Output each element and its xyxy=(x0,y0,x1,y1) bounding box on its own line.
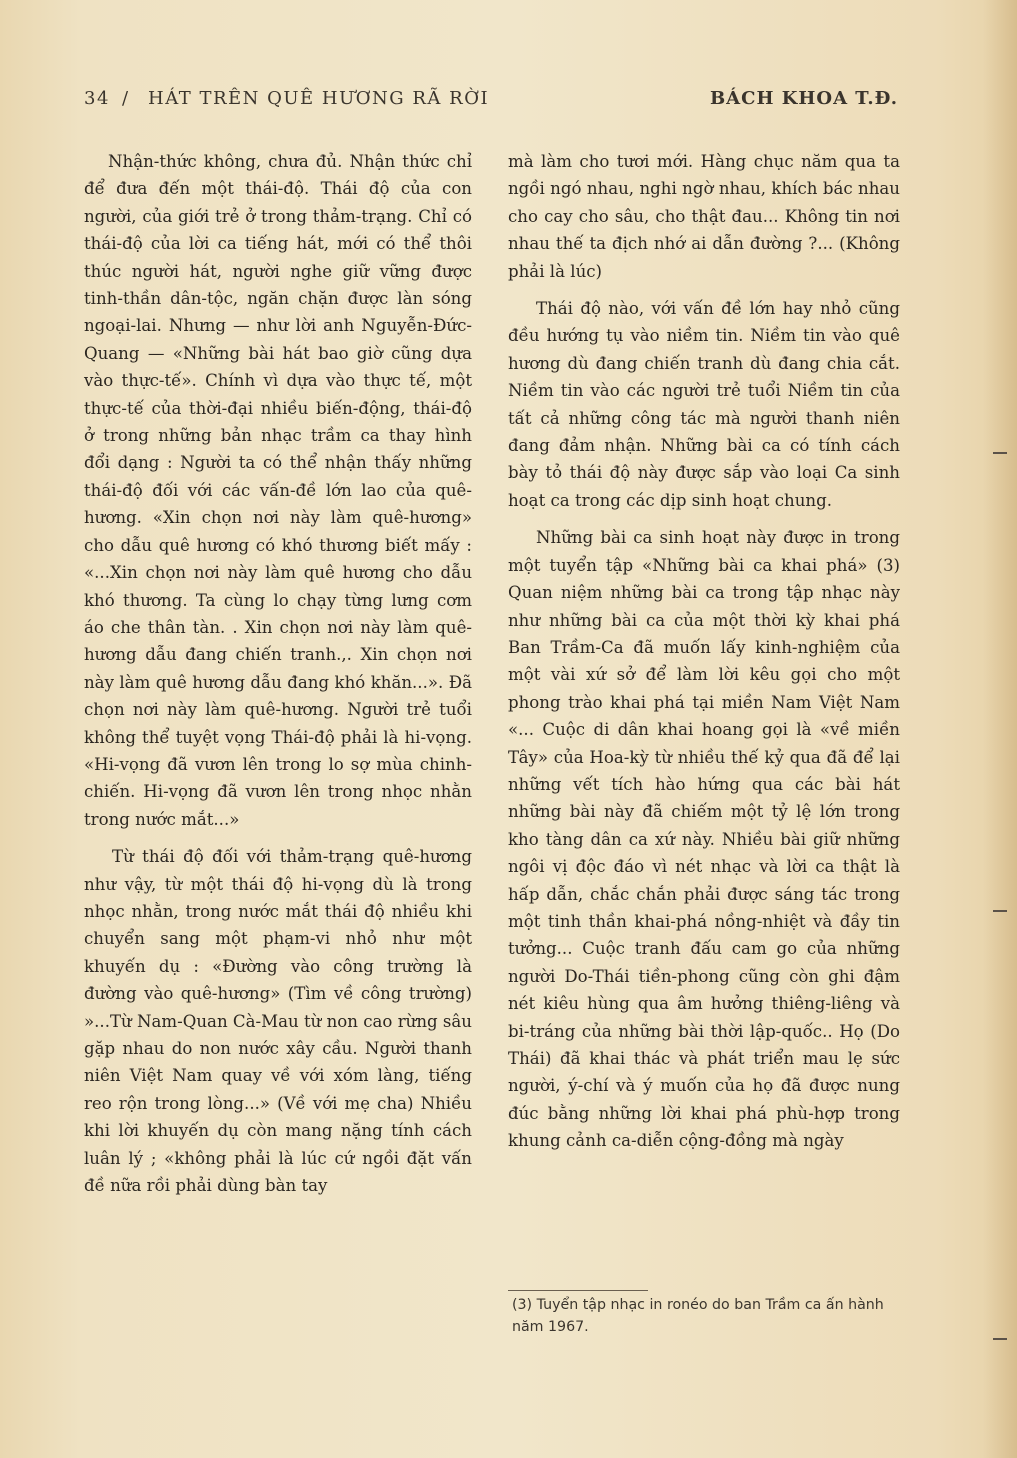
page-edge-shadow xyxy=(983,0,1017,1458)
footnote-rule xyxy=(508,1290,648,1291)
left-paragraph-1: Nhận-thức không, chưa đủ. Nhận thức chỉ để đưa đến một thái-độ. Thái độ của con người, của giới trẻ ở trong thảm-trạng. Chỉ có thái-độ của lời ca tiếng hát, mới có thể thôi thúc người hát, người nghe giữ vững được tinh-thần dân-tộc, ngăn chặn được làn sóng ngoại-lai. Nhưng — như lời anh Nguyễn-Đức-Quang — «Những bài hát bao giờ cũng dựa vào thực-tế». Chính vì dựa vào thực tế, một thực-tế của thời-đại nhiều biến-động, thái-độ ở trong những bản nhạc trầm ca thay hình đổi dạng : Người ta có thể nhận thấy những thái-độ đối với các vấn-đề lớn lao của quê-hương. «Xin chọn nơi này làm quê-hương» cho dẫu quê hương có khó thương biết mấy : «...Xin chọn nơi này làm quê hương cho dẫu khó thương. Ta cùng lo chạy từng lưng cơm áo che thân tàn. . Xin chọn nơi này làm quê-hương dẫu đang chiến tranh.,. Xin chọn nơi này làm quê hương dẫu đang khó khăn...». Đã chọn nơi này làm quê-hương. Người trẻ tuổi không thể tuyệt vọng Thái-độ phải là hi-vọng. «Hi-vọng đã vươn lên trong lo sợ mùa chinh-chiến. Hi-vọng đã vươn lên trong nhọc nhằn trong nước mắt...» xyxy=(84,152,472,829)
article-title: HÁT TRÊN QUÊ HƯƠNG RÃ RỜI xyxy=(148,88,490,109)
margin-mark xyxy=(993,452,1007,454)
left-paragraph-2: Từ thái độ đối với thảm-trạng quê-hương như vậy, từ một thái độ hi-vọng dù là trong nhọc nhằn, trong nước mắt thái độ nhiều khi chuyển sang một phạm-vi nhỏ như một khuyến dụ : «Đường vào công trường là đường vào quê-hương» (Tìm về công trường) »...Từ Nam-Quan Cà-Mau từ non cao rừng sâu gặp nhau do non nước xây cầu. Người thanh niên Việt Nam quay về với xóm làng, tiếng reo rộn trong lòng...» (Về với mẹ cha) Nhiều khi lời khuyến dụ còn mang nặng tính cách luân lý ; «không phải là lúc cứ ngồi đặt vấn đề nữa rồi phải dùng bàn tay xyxy=(84,847,472,1196)
running-header xyxy=(84,88,904,118)
right-paragraph-3: Những bài ca sinh hoạt này được in trong một tuyển tập «Những bài ca khai phá» (3) Quan niệm những bài ca trong tập nhạc này như những bài ca của một thời kỳ khai phá Ban Trầm-Ca đã muốn lấy kinh-nghiệm của một vài xứ sở để làm lời kêu gọi cho một phong trào khai phá tại miền Nam Việt Nam «... Cuộc di dân khai hoang gọi là «về miền Tây» của Hoa-kỳ từ nhiều thế kỷ qua đã để lại những vết tích hào hứng qua các bài hát những bài này đã chiếm một tỷ lệ lớn trong kho tàng dân ca xứ này. Nhiều bài giữ những ngôi vị độc đáo vì nét nhạc và lời ca thật là hấp dẫn, chắc chắn phải được sáng tác trong một tinh thần khai-phá nồng-nhiệt và đầy tin tưởng... Cuộc tranh đấu cam go của những người Do-Thái tiền-phong cũng còn ghi đậm nét kiêu hùng qua âm hưởng thiêng-liêng và bi-tráng của những bài thời lập-quốc.. Họ (Do Thái) đã khai thác và phát triển mau lẹ sức người, ý-chí và ý muốn của họ đã được nung đúc bằng những lời khai phá phù-hợp trong khung cảnh ca-diễn cộng-đồng mà ngày xyxy=(508,528,900,1151)
right-paragraph-2: Thái độ nào, với vấn đề lớn hay nhỏ cũng đều hướng tụ vào niềm tin. Niềm tin vào quê hương dù đang chiến tranh dù đang chia cắt. Niềm tin vào các người trẻ tuổi Niềm tin của tất cả những công tác mà người thanh niên đang đảm nhận. Những bài ca có tính cách bày tỏ thái độ này được sắp vào loại Ca sinh hoạt ca trong các dịp sinh hoạt chung. xyxy=(508,299,900,510)
margin-mark xyxy=(993,910,1007,912)
right-paragraph-1: mà làm cho tươi mới. Hàng chục năm qua ta ngồi ngó nhau, nghi ngờ nhau, khích bác nhau cho cay cho sâu, cho thật đau... Không tin nơi nhau thế ta địch nhớ ai dẫn đường ?... (Không phải là lúc) xyxy=(508,152,900,281)
page-number: 34 xyxy=(84,88,110,109)
margin-mark xyxy=(993,1338,1007,1340)
header-separator: / xyxy=(122,88,130,109)
left-column xyxy=(84,148,472,1199)
right-column xyxy=(508,148,900,1155)
journal-name: BÁCH KHOA T.Đ. xyxy=(709,88,898,109)
footnote: (3) Tuyển tập nhạc in ronéo do ban Trầm ca ấn hành năm 1967. xyxy=(512,1297,884,1335)
